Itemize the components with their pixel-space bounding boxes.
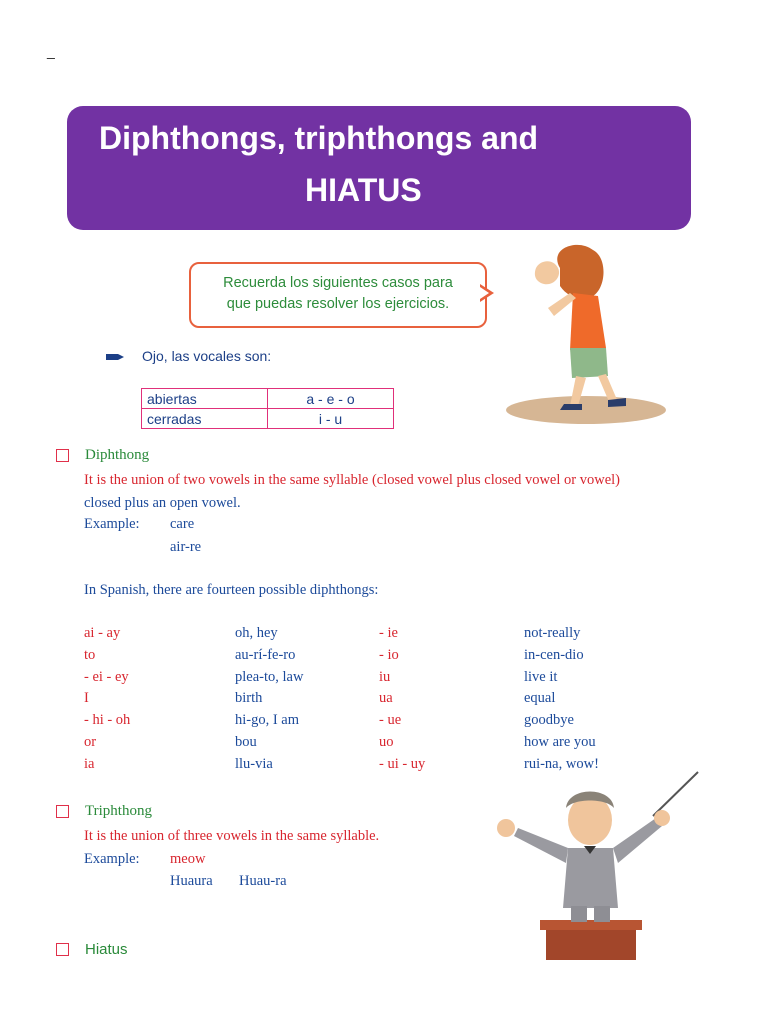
page-title: Diphthongs, triphthongs and — [99, 120, 539, 156]
grid-cell: bou — [235, 734, 257, 750]
conductor-illustration — [478, 768, 703, 960]
bubble-line-2: que puedas resolver los ejercicios. — [226, 296, 450, 312]
triphthong-example-1: meow — [170, 851, 206, 867]
triphthong-heading — [56, 803, 152, 820]
vowel-note-text: Ojo, las vocales son: — [142, 348, 272, 364]
triphthong-example-label: Example: — [84, 851, 140, 867]
table-row — [142, 409, 394, 429]
grid-cell: - ei - ey — [84, 669, 129, 685]
grid-cell: how are you — [524, 734, 596, 750]
table-row — [142, 389, 394, 409]
diphthong-example-label: Example: — [84, 516, 140, 532]
grid-cell: au-rí-fe-ro — [235, 647, 296, 663]
diphthong-definition-line-2: closed plus an open vowel. — [84, 495, 241, 511]
grid-cell: not-really — [524, 625, 581, 641]
triphthong-definition: It is the union of three vowels in the same syllable. — [84, 828, 380, 844]
grid-cell: plea-to, law — [235, 669, 304, 685]
grid-cell: to — [84, 647, 96, 663]
grid-cell: iu — [379, 669, 391, 685]
grid-cell: in-cen-dio — [524, 647, 584, 663]
vowel-table — [141, 388, 394, 429]
diphthong-heading — [56, 447, 149, 464]
grid-cell: - hi - oh — [84, 712, 131, 728]
girl-illustration — [498, 238, 668, 438]
grid-cell: hi-go, I am — [235, 712, 300, 728]
page-title-hiatus: HIATUS — [305, 172, 422, 208]
pencil-icon — [106, 352, 124, 362]
table-cell: a - e - o — [268, 389, 394, 409]
triphthong-example-2b: Huau-ra — [239, 873, 287, 889]
vowel-note — [106, 348, 271, 364]
grid-cell: birth — [235, 690, 263, 706]
grid-cell: llu-via — [235, 756, 273, 772]
grid-cell: - ie — [379, 625, 398, 641]
table-cell: cerradas — [142, 409, 268, 429]
grid-cell: oh, hey — [235, 625, 278, 641]
speech-bubble — [189, 262, 487, 328]
grid-cell: ai - ay — [84, 625, 121, 641]
table-cell: i - u — [268, 409, 394, 429]
diphthong-definition-line-1: It is the union of two vowels in the same syllable (closed vowel plus closed vowel or vowel) — [84, 472, 620, 488]
triphthong-example-2a: Huaura — [170, 873, 213, 889]
spanish-diphthongs-note: In Spanish, there are fourteen possible diphthongs: — [84, 582, 379, 598]
bubble-line-1: Recuerda los siguientes casos para — [223, 275, 453, 291]
grid-cell: - ui - uy — [379, 756, 426, 772]
corner-mark: _ — [47, 43, 55, 59]
hiatus-heading — [56, 941, 128, 958]
grid-cell: I — [84, 690, 89, 706]
grid-cell: goodbye — [524, 712, 574, 728]
bubble-tail-inner — [480, 287, 489, 299]
diphthong-example-1: care — [170, 516, 195, 532]
grid-cell: live it — [524, 669, 558, 685]
grid-cell: - ue — [379, 712, 402, 728]
grid-cell: - io — [379, 647, 399, 663]
triphthong-heading-label: Triphthong — [85, 803, 152, 819]
grid-cell: uo — [379, 734, 394, 750]
diphthong-example-2: air-re — [170, 539, 202, 555]
title-banner — [67, 106, 691, 230]
checkbox-icon[interactable] — [56, 943, 69, 956]
checkbox-icon[interactable] — [56, 449, 69, 462]
checkbox-icon[interactable] — [56, 805, 69, 818]
hiatus-heading-label: Hiatus — [85, 941, 128, 958]
grid-cell: ia — [84, 756, 95, 772]
grid-cell: rui-na, wow! — [524, 756, 599, 772]
diphthong-heading-label: Diphthong — [85, 447, 150, 463]
grid-cell: or — [84, 734, 97, 750]
grid-cell: equal — [524, 690, 556, 706]
table-cell: abiertas — [142, 389, 268, 409]
grid-cell: ua — [379, 690, 393, 706]
